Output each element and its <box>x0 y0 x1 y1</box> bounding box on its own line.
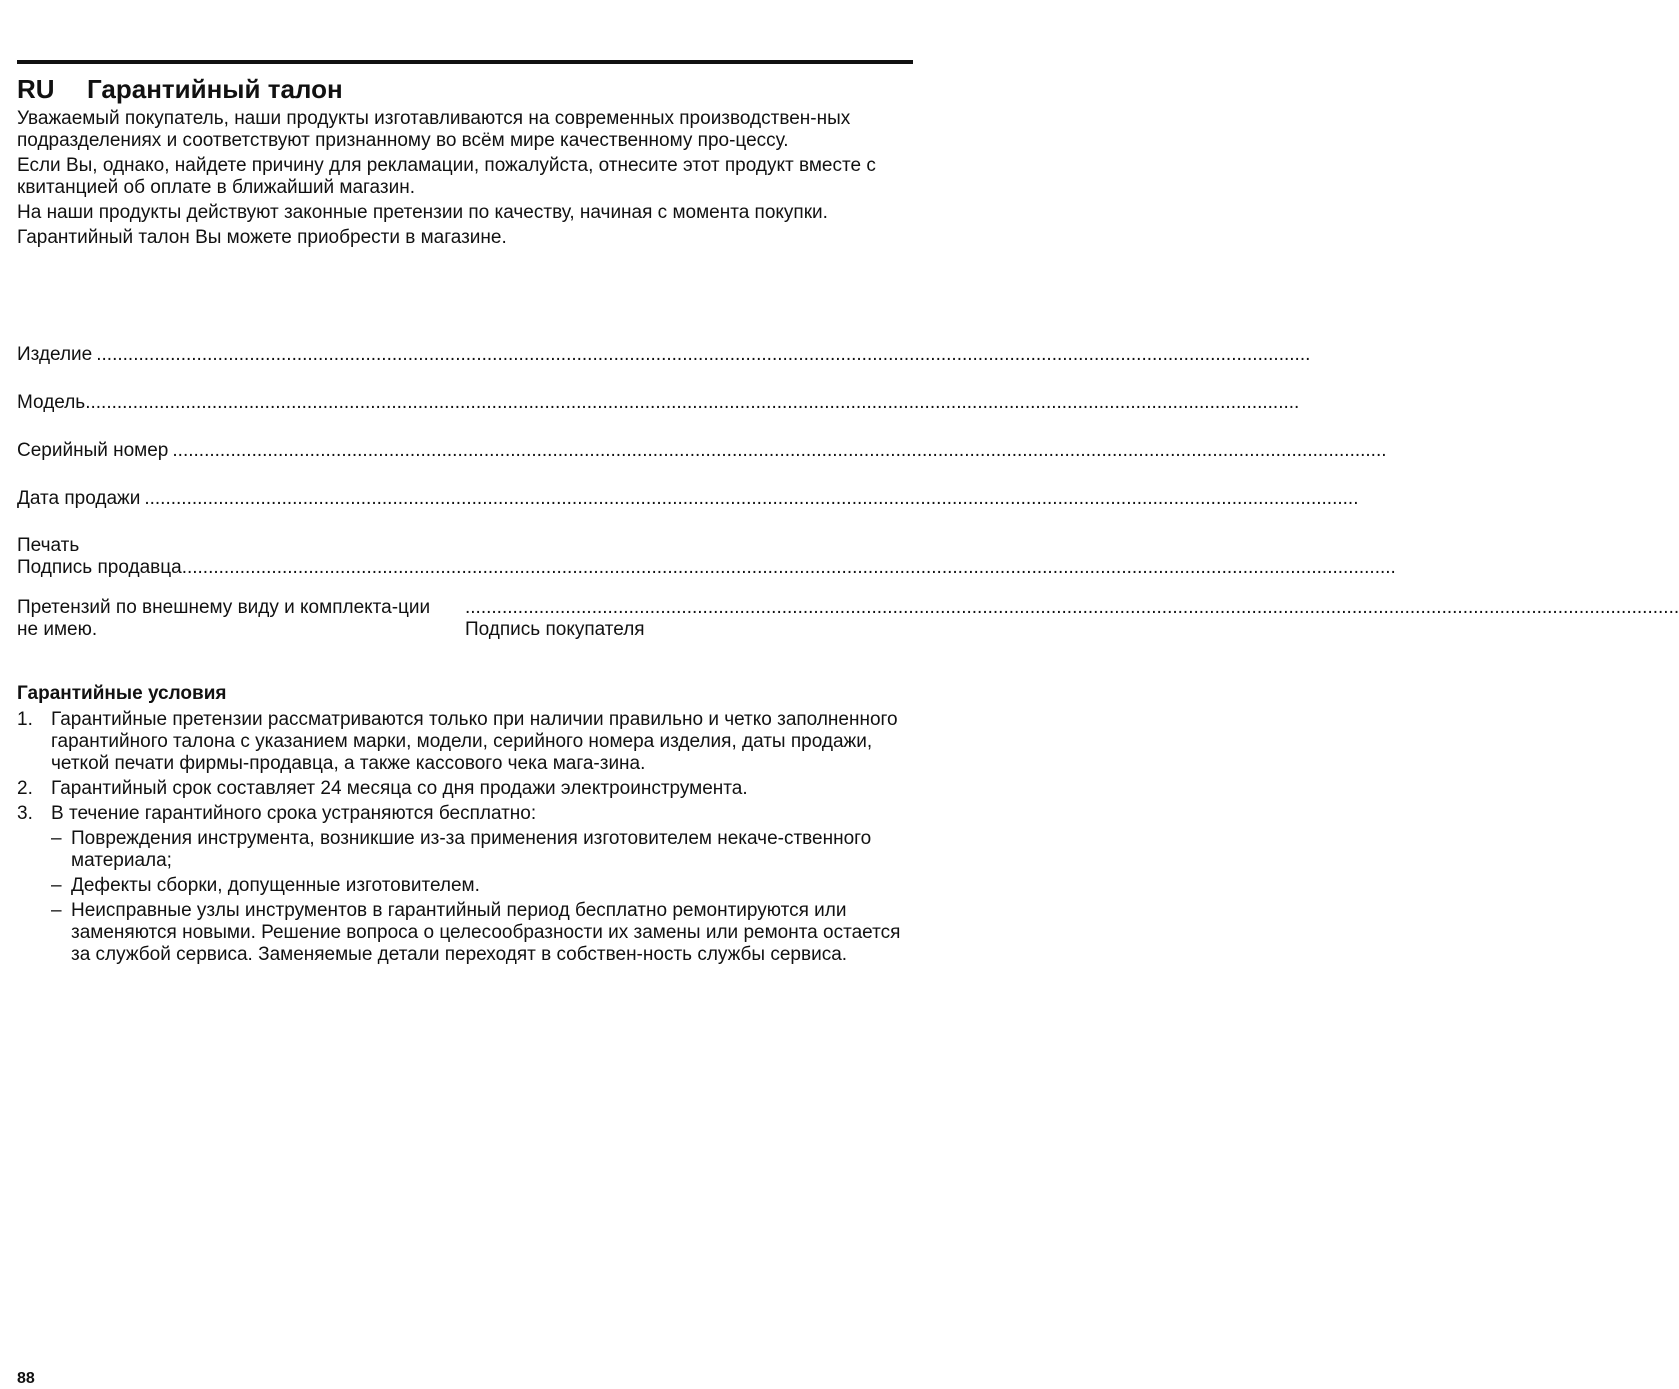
condition-body <box>51 803 913 966</box>
condition-number: 3. <box>17 803 33 824</box>
buyer-signature-fill-line: ...................................................................................................................................................................................................................................... <box>465 597 1679 618</box>
product-fill-line: ...................................................................................................................................................................................................................................... <box>96 344 1311 365</box>
conditions-title: Гарантийные условия <box>17 683 227 704</box>
model-label: Модель <box>17 392 86 413</box>
seller-signature-label: Подпись продавца <box>17 557 182 578</box>
page-number: 88 <box>17 1370 35 1387</box>
condition-item-1 <box>17 709 913 775</box>
sale-date-label: Дата продажи <box>17 488 141 509</box>
seller-signature-field <box>17 557 1396 579</box>
buyer-signature-label: Подпись покупателя <box>465 619 645 640</box>
document-page <box>17 0 1679 1389</box>
buyer-signature-block <box>465 597 1679 641</box>
condition-subitem-3 <box>51 900 913 966</box>
condition-number: 1. <box>17 709 33 730</box>
model-fill-line: ...................................................................................................................................................................................................................................... <box>85 392 1300 413</box>
sale-date-fill-line: ...................................................................................................................................................................................................................................... <box>144 488 1359 509</box>
intro-paragraph-4: Гарантийный талон Вы можете приобрести в магазине. <box>17 227 507 248</box>
intro-text <box>17 108 913 252</box>
intro-paragraph-1: Уважаемый покупатель, наши продукты изготавливаются на современных производствен-ных подразделениях и соответствуют признанному во всём мире качественному про-цессу. <box>17 108 851 151</box>
dash-marker: – <box>51 900 62 921</box>
product-label: Изделие <box>17 344 93 365</box>
intro-paragraph-2: Если Вы, однако, найдете причину для рекламации, пожалуйста, отнесите этот продукт вместе с квитанцией об оплате в ближайший магазин. <box>17 155 876 198</box>
dash-marker: – <box>51 828 62 849</box>
subitem-text: Повреждения инструмента, возникшие из-за применения изготовителем некаче-ственного материала; <box>71 828 872 871</box>
stamp-label: Печать <box>17 535 80 556</box>
condition-text: В течение гарантийного срока устраняются бесплатно: <box>51 803 537 824</box>
subitem-text: Дефекты сборки, допущенные изготовителем. <box>71 875 480 896</box>
no-claims-statement: Претензий по внешнему виду и комплекта-ции не имею. <box>17 597 431 640</box>
condition-item-2 <box>17 778 913 800</box>
serial-number-field <box>17 440 1387 462</box>
seller-signature-fill-line: ...................................................................................................................................................................................................................................... <box>181 557 1396 578</box>
top-rule <box>17 60 913 64</box>
page-header <box>17 73 913 105</box>
condition-text: Гарантийный срок составляет 24 месяца со дня продажи электроинструмента. <box>51 778 748 799</box>
serial-number-label: Серийный номер <box>17 440 169 461</box>
sale-date-field <box>17 488 1359 510</box>
subitem-text: Неисправные узлы инструментов в гарантийный период бесплатно ремонтируются или заменяются новыми. Решение вопроса о целесообразности их замены или ремонта остается за службой сервиса. Заменяемые детали переходят в собствен-ность службы сервиса. <box>71 900 901 965</box>
conditions-list <box>17 709 913 969</box>
intro-paragraph-3: На наши продукты действуют законные претензии по качеству, начиная с момента покупки. <box>17 202 828 223</box>
condition-subitem-1 <box>51 828 913 872</box>
dash-marker: – <box>51 875 62 896</box>
condition-text: Гарантийные претензии рассматриваются только при наличии правильно и четко заполненного гарантийного талона с указанием марки, модели, серийного номера изделия, даты продажи, четкой печати фирмы-продавца, а также кассового чека мага-зина. <box>51 709 898 774</box>
serial-number-fill-line: ...................................................................................................................................................................................................................................... <box>172 440 1387 461</box>
product-field <box>17 344 1311 366</box>
condition-item-3 <box>17 803 913 966</box>
page-title: Гарантийный талон <box>87 74 343 104</box>
model-field <box>17 392 1300 414</box>
condition-subitem-2 <box>51 875 913 897</box>
condition-number: 2. <box>17 778 33 799</box>
language-code: RU <box>17 74 55 104</box>
